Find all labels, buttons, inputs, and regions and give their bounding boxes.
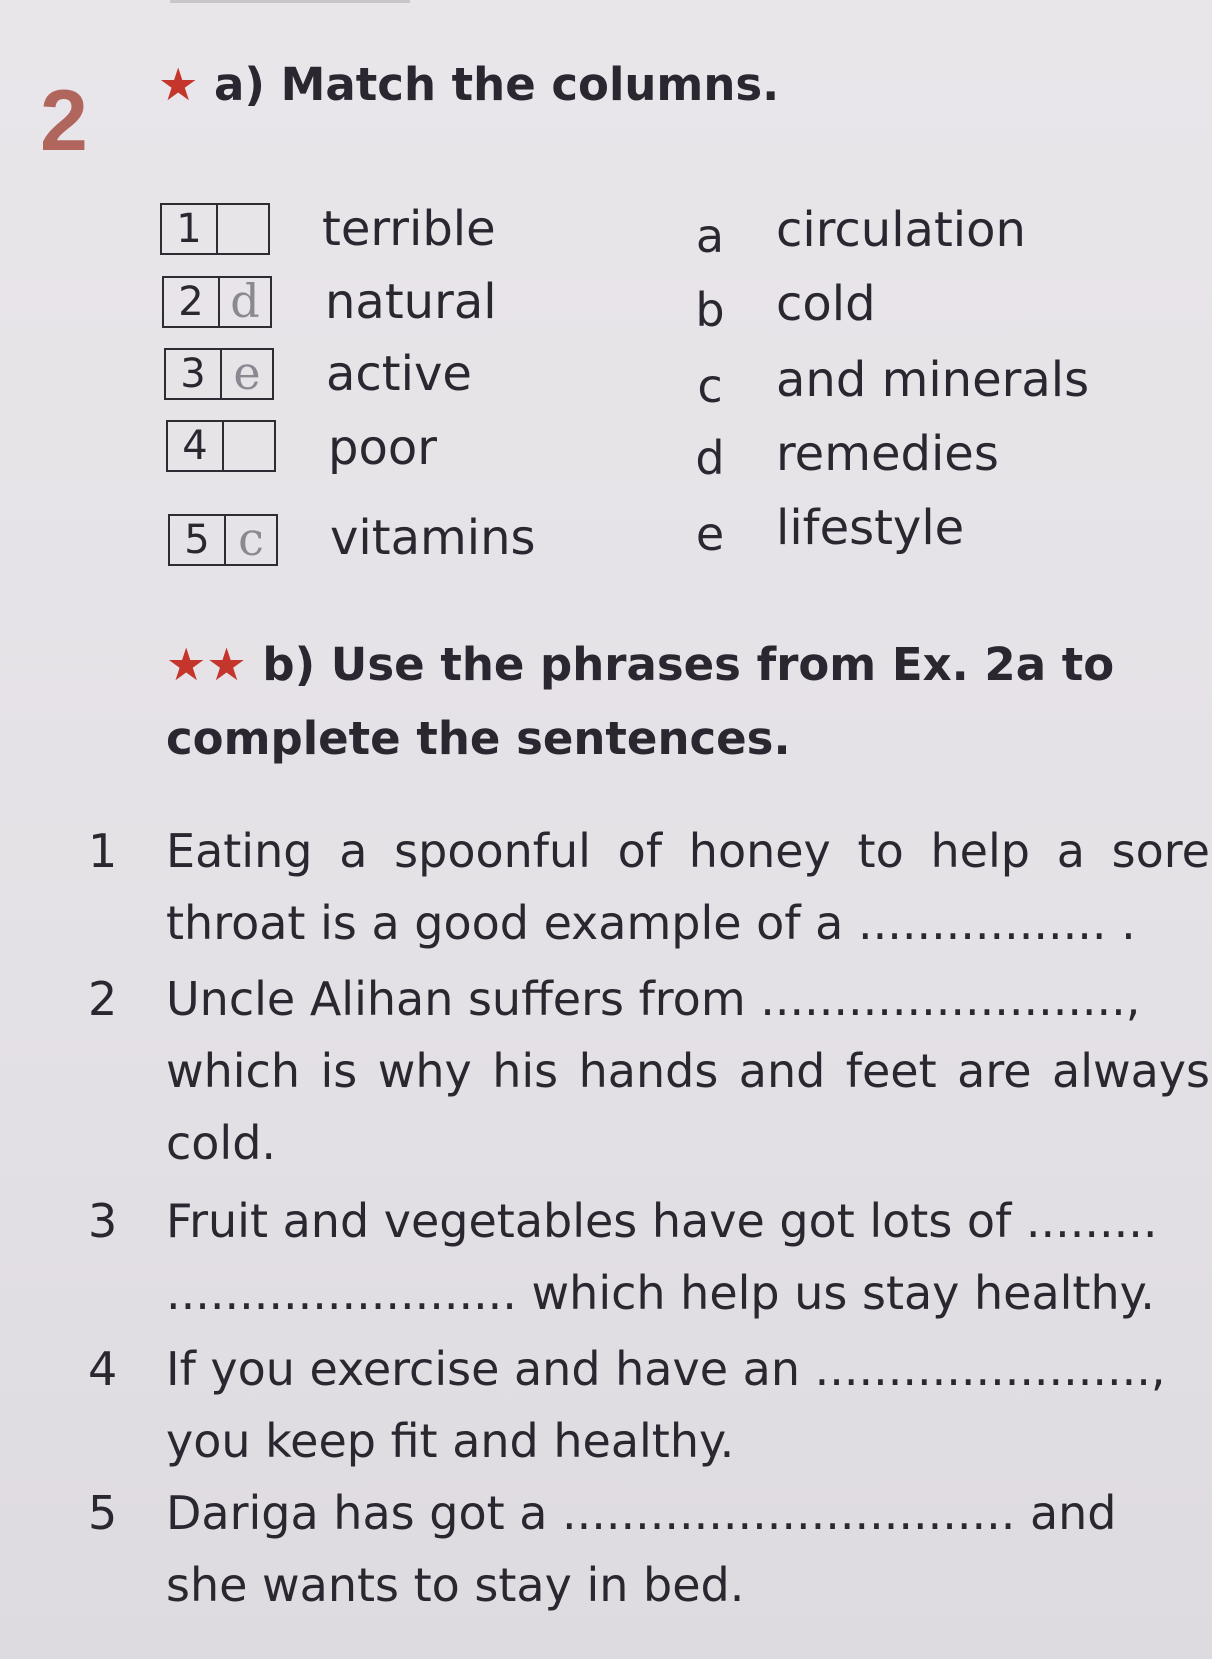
box-number: 5 xyxy=(170,516,226,564)
sentence-3 xyxy=(88,1186,1158,1336)
right-letter: c xyxy=(697,359,723,413)
sentence-line: ........................ which help us stay healthy. xyxy=(166,1266,1155,1320)
sentence-line: throat is a good example of a ................. . xyxy=(166,896,1136,950)
right-phrase: lifestyle xyxy=(776,500,965,556)
sentence-2 xyxy=(88,964,1210,1184)
sentence-line: Dariga has got a ............................... and xyxy=(166,1486,1117,1540)
sentence-number: 1 xyxy=(88,824,118,878)
sentence-line: which is why his hands and feet are always xyxy=(166,1044,1210,1098)
sentence-line: If you exercise and have an ......................., xyxy=(166,1342,1166,1396)
left-phrase: vitamins xyxy=(330,510,536,566)
box-answer xyxy=(218,205,268,253)
answer-box-1[interactable] xyxy=(160,203,270,255)
box-answer xyxy=(224,422,274,470)
answer-box-2[interactable] xyxy=(162,276,272,328)
part-a-heading xyxy=(158,48,779,122)
top-rule xyxy=(170,0,410,3)
box-answer: c xyxy=(238,512,264,566)
left-phrase: natural xyxy=(325,274,497,330)
box-number: 4 xyxy=(168,422,224,470)
part-b-title-line1: b) Use the phrases from Ex. 2a to xyxy=(262,638,1115,691)
sentence-line: Eating a spoonful of honey to help a sore xyxy=(166,824,1210,878)
sentence-4 xyxy=(88,1334,1166,1484)
right-phrase: cold xyxy=(776,276,876,332)
sentence-line: Fruit and vegetables have got lots of ......... xyxy=(166,1194,1158,1248)
right-letter: d xyxy=(695,431,725,485)
exercise-number: 2 xyxy=(40,73,88,169)
sentence-line: Uncle Alihan suffers from ........................., xyxy=(166,972,1141,1026)
right-phrase: circulation xyxy=(776,202,1026,258)
sentence-number: 4 xyxy=(88,1342,118,1396)
answer-box-4[interactable] xyxy=(166,420,276,472)
sentence-number: 2 xyxy=(88,972,118,1026)
box-number: 3 xyxy=(166,350,222,398)
sentence-5 xyxy=(88,1478,1148,1628)
part-a-title: a) Match the columns. xyxy=(214,58,780,111)
sentence-line: cold. xyxy=(166,1116,277,1170)
right-phrase: and minerals xyxy=(776,352,1090,408)
box-answer: d xyxy=(230,274,260,328)
right-letter: e xyxy=(695,507,725,561)
left-phrase: poor xyxy=(328,420,437,476)
left-phrase: active xyxy=(326,346,472,402)
left-phrase: terrible xyxy=(322,201,496,257)
sentence-line: you keep fit and healthy. xyxy=(166,1414,735,1468)
sentence-number: 3 xyxy=(88,1194,118,1248)
double-star-icon: ★★ xyxy=(166,638,247,691)
sentence-1 xyxy=(88,816,1210,966)
box-number: 1 xyxy=(162,205,218,253)
box-number: 2 xyxy=(164,278,220,326)
part-b-title-line2: complete the sentences. xyxy=(166,712,791,765)
part-b-heading xyxy=(166,628,1126,776)
answer-box-3[interactable] xyxy=(164,348,274,400)
sentence-number: 5 xyxy=(88,1486,118,1540)
right-letter: b xyxy=(695,283,725,337)
right-phrase: remedies xyxy=(776,426,999,482)
star-icon: ★ xyxy=(158,58,199,111)
box-answer: e xyxy=(233,346,261,400)
sentence-line: she wants to stay in bed. xyxy=(166,1558,745,1612)
right-letter: a xyxy=(695,209,725,263)
answer-box-5[interactable] xyxy=(168,514,278,566)
